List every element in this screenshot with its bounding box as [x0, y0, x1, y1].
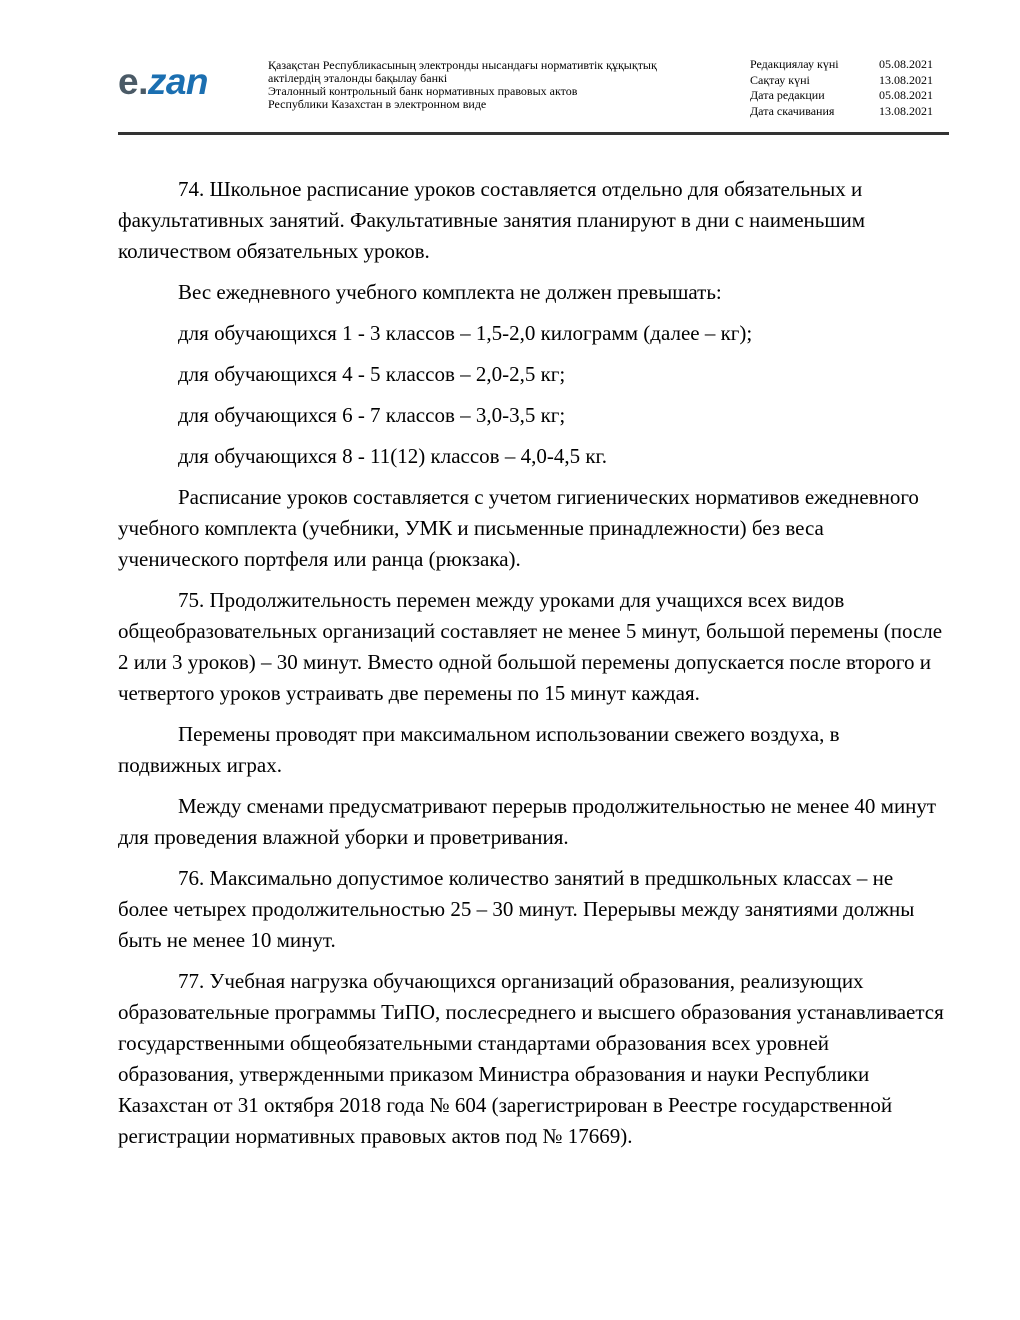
paragraph-75: 75. Продолжительность перемен между уроками для учащихся всех видов общеобразовательных организаций составляет не менее 5 минут, большой перемены (после 2 или 3 уроков) – 30 минут. Вместо одной большой перемены допускается после второго и четвертого уроков устраивать две перемены по 15 минут каждая.	[118, 588, 943, 705]
date-value: 13.08.2021	[879, 72, 933, 87]
paragraph-74: 74. Школьное расписание уроков составляется отдельно для обязательных и факультативных занятий. Факультативные занятия планируют в дни с наименьшим количеством обязательных уроков.	[118, 177, 866, 263]
paragraph-shift-break: Между сменами предусматривают перерыв продолжительностью не менее 40 минут для проведения влажной уборки и проветривания.	[118, 794, 937, 849]
header-dates-table	[750, 57, 950, 119]
date-row-saved-kz	[750, 73, 950, 89]
paragraph-weight-1-3: для обучающихся 1 - 3 классов – 1,5-2,0 килограмм (далее – кг);	[178, 321, 753, 345]
paragraph-weight-intro: Вес ежедневного учебного комплекта не должен превышать:	[178, 280, 722, 304]
paragraph-weight-6-7: для обучающихся 6 - 7 классов – 3,0-3,5 кг;	[178, 403, 566, 427]
ezan-logo	[118, 62, 238, 102]
date-label: Редакциялау күні	[750, 57, 839, 71]
header-description-line: Республики Казахстан в электронном виде	[268, 97, 487, 111]
date-row-download-ru	[750, 104, 950, 120]
header-description-line: Қазақстан Республикасының электронды нысандағы нормативтік құқықтық	[268, 58, 657, 72]
date-value: 13.08.2021	[879, 103, 933, 118]
paragraph-weight-8-12: для обучающихся 8 - 11(12) классов – 4,0-4,5 кг.	[178, 444, 608, 468]
paragraph-76: 76. Максимально допустимое количество занятий в предшкольных классах – не более четырех продолжительностью 25 – 30 минут. Перерывы между занятиями должны быть не менее 10 минут.	[118, 866, 915, 952]
date-label: Дата скачивания	[750, 103, 835, 118]
paragraph-breaks-air: Перемены проводят при максимальном использовании свежего воздуха, в подвижных играх.	[118, 722, 840, 777]
paragraph-weight-4-5: для обучающихся 4 - 5 классов – 2,0-2,5 кг;	[178, 362, 566, 386]
header-description	[268, 59, 738, 111]
header-divider	[118, 132, 949, 135]
header-description-line: актілердің эталонды бақылау банкі	[268, 71, 448, 85]
header-description-line: Эталонный контрольный банк нормативных правовых актов	[268, 84, 578, 98]
document-body	[118, 174, 944, 1162]
logo-part-dot: .	[138, 61, 148, 102]
date-row-edit-ru	[750, 88, 950, 104]
date-row-edit-kz	[750, 57, 950, 73]
date-label: Дата редакции	[750, 88, 825, 102]
date-value: 05.08.2021	[879, 88, 933, 102]
document-header	[118, 56, 949, 136]
paragraph-77: 77. Учебная нагрузка обучающихся организаций образования, реализующих образовательные программы ТиПО, послесреднего и высшего образования устанавливается государственными общеобязательными стандартами образования всех уровней образования, утвержденными приказом Министра образования и науки Республики Казахстан от 31 октября 2018 года № 604 (зарегистрирован в Реестре государственной регистрации нормативных правовых актов под № 17669).	[118, 969, 944, 1148]
date-value: 05.08.2021	[879, 57, 933, 71]
paragraph-schedule-norms: Расписание уроков составляется с учетом гигиенических нормативов ежедневного учебного комплекта (учебники, УМК и письменные принадлежности) без веса ученического портфеля или ранца (рюкзака).	[118, 485, 919, 571]
date-label: Сақтау күні	[750, 72, 810, 87]
logo-part-zan: zan	[147, 61, 209, 102]
logo-part-e: e	[118, 61, 139, 102]
